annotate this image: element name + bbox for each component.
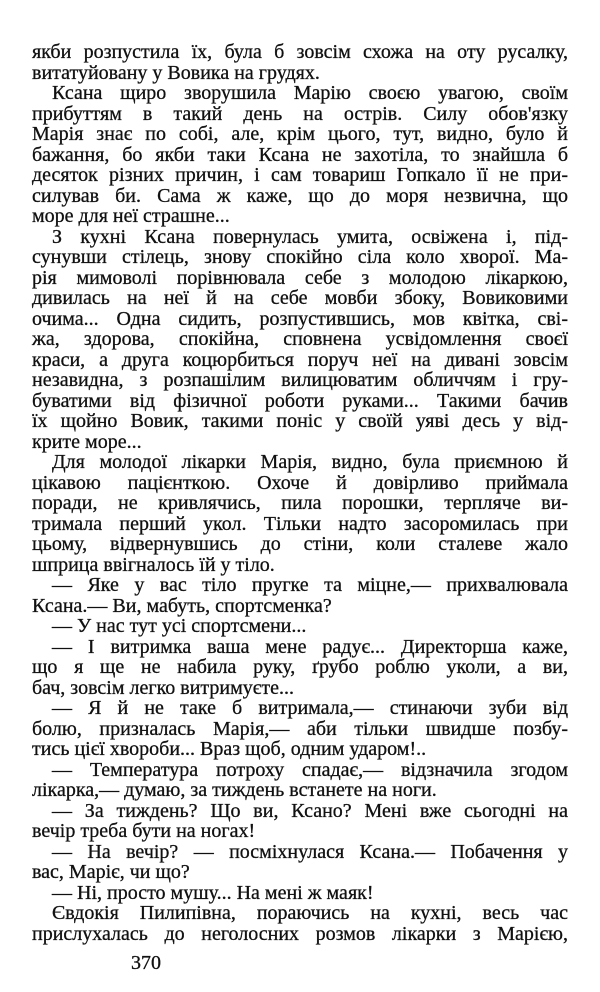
paragraph xyxy=(32,575,568,616)
text-line: прислухалась до неголосних розмов лікарки з Марією, xyxy=(32,922,568,945)
text-line: що я ще не набила руку, ґрубо роблю уколи, а ви, xyxy=(32,656,568,678)
text-line: крите море... xyxy=(32,430,142,453)
text-line: сунувши стілець, знову спокійно сіла коло хворої. Ма- xyxy=(32,246,568,268)
text-line: — За тиждень? Що ви, Ксано? Мені вже сьогодні на xyxy=(52,799,568,822)
text-line: — У нас тут усі спортсмени... xyxy=(52,615,307,637)
text-line: буватими від фізичної роботи руками... Такими бачив xyxy=(32,389,568,412)
text-line: Ксана.— Ви, мабуть, спортсменка? xyxy=(32,594,332,617)
paragraph xyxy=(32,903,568,944)
text-line: краси, а друга коцюрбиться поруч неї на дивані зовсім xyxy=(32,348,568,371)
paragraph xyxy=(32,801,568,842)
paragraph xyxy=(32,616,568,637)
text-line: шприца ввігналось їй у тіло. xyxy=(32,553,275,576)
text-line: цьому, відвернувшись до стіни, коли сталеве жало xyxy=(32,533,568,555)
paragraph xyxy=(32,760,568,801)
text-line: поради, не кривлячись, пила порошки, терпляче ви- xyxy=(32,492,568,514)
text-line: незавидна, з розпашілим вилицюватим обличчям і гру- xyxy=(32,369,568,391)
text-line: вечір треба бути на ногах! xyxy=(32,820,256,842)
paragraph xyxy=(32,637,568,699)
text-line: — Яке у вас тіло пругке та міцне,— прихвалювала xyxy=(52,574,568,596)
text-line: — Ні, просто мушу... На мені ж маяк! xyxy=(52,881,374,904)
text-line: — Я й не таке б витримала,— стинаючи зуби від xyxy=(52,697,568,719)
text-line: лікарка,— думаю, за тиждень встанете на ноги. xyxy=(32,779,437,801)
text-line: Для молодої лікарки Марія, видно, була приємною й xyxy=(52,451,568,473)
paragraph xyxy=(32,227,568,453)
text-line: якби розпустила їх, була б зовсім схожа на оту русалку, xyxy=(32,41,568,63)
paragraph xyxy=(32,83,568,227)
text-line: — І витримка ваша мене радує... Директорша каже, xyxy=(52,635,568,658)
text-line: тись цієї хвороби... Враз щоб, одним ударом!.. xyxy=(32,738,427,760)
text-line: десяток різних причин, і сам товариш Гопкало її не при- xyxy=(32,164,568,186)
paragraph xyxy=(32,452,568,575)
text-line: цікавою пацієнткою. Охоче й довірливо приймала xyxy=(32,471,568,494)
text-line: З кухні Ксана повернулась умита, освіжена і, під- xyxy=(52,225,568,248)
text-line: вас, Маріє, чи що? xyxy=(32,861,190,883)
text-line: прибуттям в такий день на острів. Силу обов'язку xyxy=(32,102,568,125)
text-line: болю, призналась Марія,— аби тільки швидше позбу- xyxy=(32,717,568,740)
paragraph xyxy=(32,842,568,883)
text-line: — На вечір? — посміхнулася Ксана.— Побачення у xyxy=(52,840,568,863)
text-line: очима... Одна сидить, розпустившись, мов квітка, сві- xyxy=(32,307,568,330)
text-line: бажання, бо якби таки Ксана не захотіла, то знайшла б xyxy=(32,143,568,166)
text-line: їх щойно Вовик, такими поніс у своїй уяві десь у від- xyxy=(32,410,568,432)
text-line: тримала перший укол. Тільки надто засоромилась при xyxy=(32,512,568,535)
paragraph xyxy=(32,698,568,760)
page-number: 370 xyxy=(131,952,161,974)
book-page-text xyxy=(32,42,568,944)
text-line: витатуйовану у Вовика на грудях. xyxy=(32,61,320,84)
text-line: море для неї страшне... xyxy=(32,205,230,227)
text-line: дивилась на неї й на себе мовби збоку, Вовиковими xyxy=(32,287,568,309)
text-line: силував би. Сама ж каже, що до моря незвична, що xyxy=(32,184,568,207)
text-line: жа, здорова, спокійна, сповнена усвідомлення своєї xyxy=(32,328,568,350)
text-line: Марія знає по собі, але, крім цього, тут, видно, було й xyxy=(32,123,568,145)
text-line: Ксана щиро зворушила Марію своєю увагою, своїм xyxy=(52,82,568,104)
text-line: Євдокія Пилипівна, пораючись на кухні, весь час xyxy=(52,902,568,924)
paragraph xyxy=(32,883,568,904)
paragraph xyxy=(32,42,568,83)
text-line: — Температура потроху спадає,— відзначила згодом xyxy=(52,758,568,781)
text-line: рія мимоволі порівнювала себе з молодою лікаркою, xyxy=(32,266,568,289)
text-line: бач, зовсім легко витримуєте... xyxy=(32,676,294,699)
